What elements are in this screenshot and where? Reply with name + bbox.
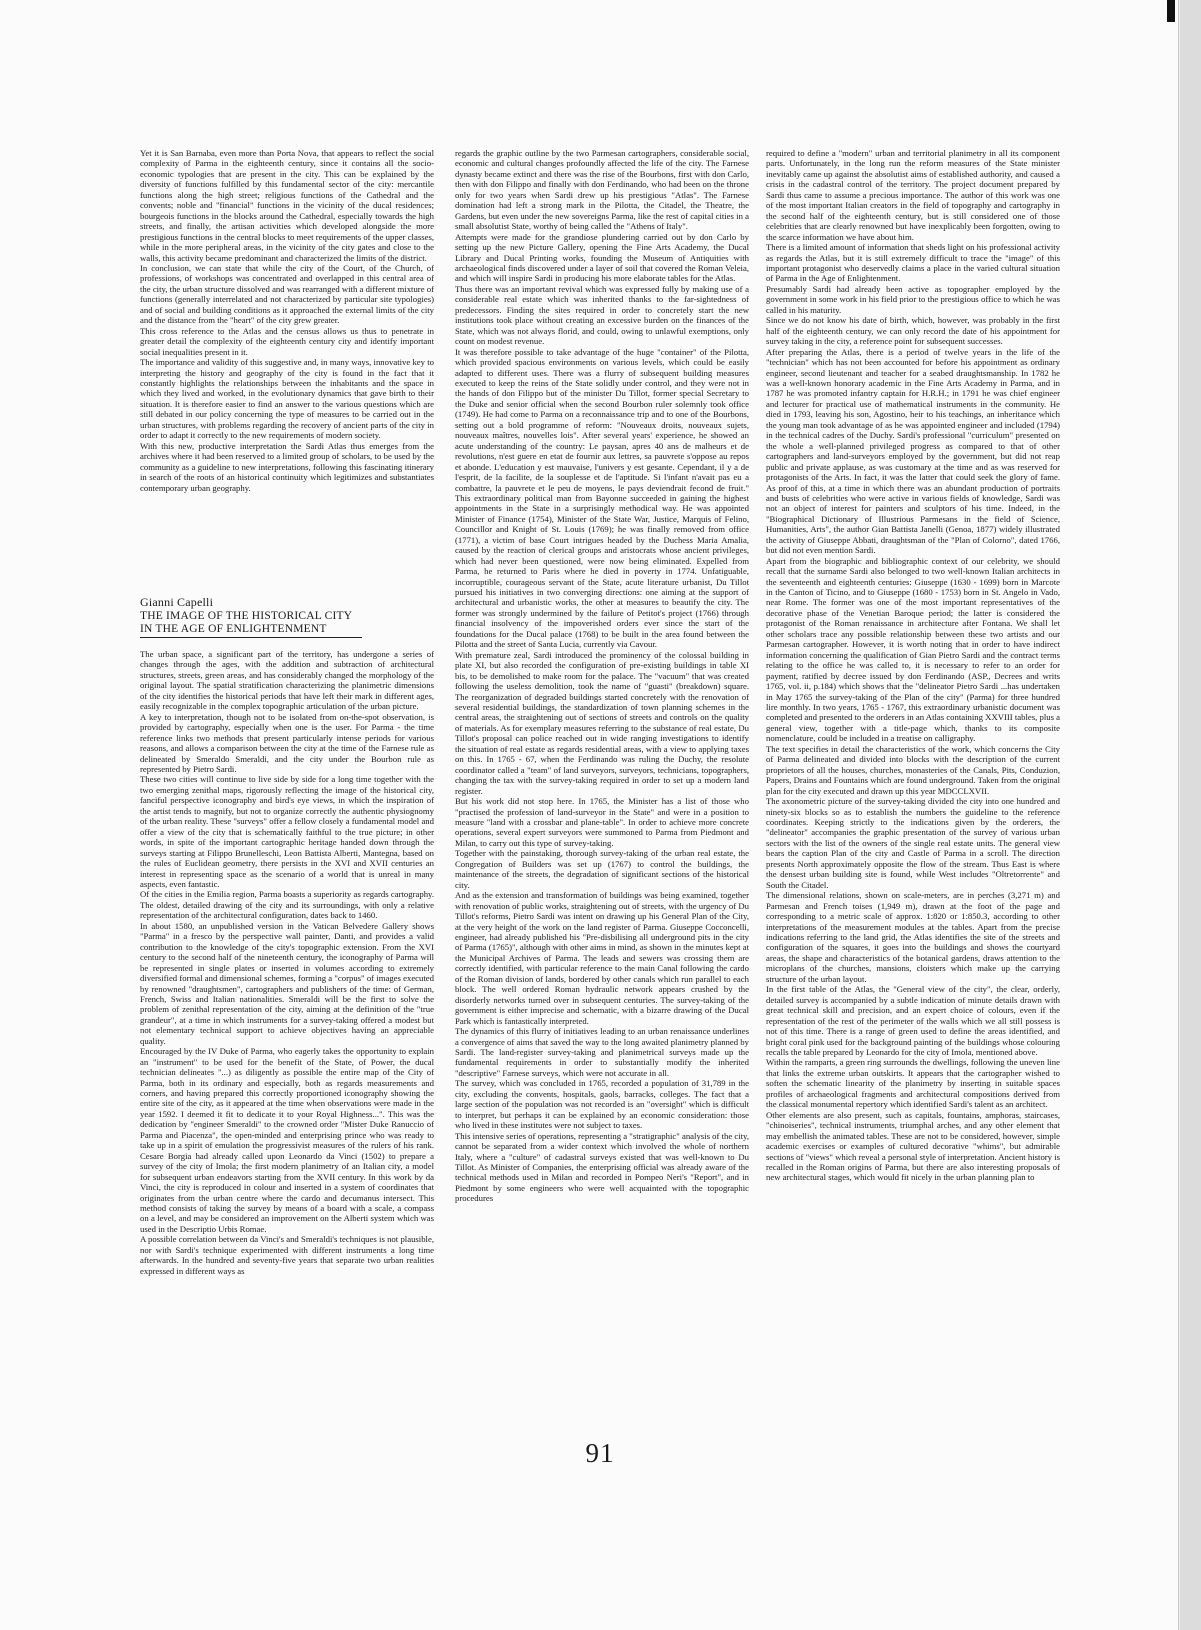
paragraph: It was therefore possible to take advantage of the huge "container" of the Pilotta, which provided spacious environments on various levels, which could be easily adapted to different uses. There was a flurry of subsequent building measures executed to keep the reins of the State solidly under control, and they were not in the hands of don Filippo but of the minister Du Tillot, former special Secretary to the Duke and senior official when the second Bourbon ruler solemnly took office (1749). He had come to Parma on a reconnaissance trip and to one of the Bourbons, setting out a bold programme of reform: "Nouveaux droits, nouveaux sujets, nouveaux maîtres, nouvelles lois". After several years' experience, he showed an acute understanding of the country: Le paysan, apres 40 ans de malheurs et de revolutions, n'est guere en etat de fournir aux lettres, sa pauvrete s'oppose au repos et abonde. L'education y est mauvaise, l'univers y est gesante. Cependant, il y a de l'esprit, de la facilite, de la souplesse et de l'aptitude. Si l'infant n'avait pas eu a combattre, la pauvrete et le peu de moyens, le pays deviendrait fecond de fruit." This extraordinary political man from Bayonne succeeded in gaining the highest appointments in the State in a surprisingly methodical way. He was appointed Minister of Finance (1754), Minister of the State War, Justice, Marquis of Felino, Councillor and Knight of St. Louis (1769); he was finally removed from office (1771), a victim of base Court intrigues headed by the Duchess Maria Amalia, caused by the reaction of clerical groups and aristocrats whose ancient privileges, which had never been questioned, were now being eliminated. Expelled from Parma, he returned to Paris where he died in poverty in 1774. Unfatiguable, incorruptible, courageous servant of the State, acute literature urbanist, Du Tillot pursued his initiatives in two converging directions: one aiming at the support of architectural and urbanistic works, the other at measures to beautify the city. The former was strongly undermined by the failure of Petitot's project (1766) through financial insolvency of the impoverished orders ever since the start of the foundations for the Ducal palace (1768) to be built in the area found between the Pilotta and the street of Santa Lucia, currently via Cavour. (455, 346, 749, 650)
text-column-left-bottom (140, 649, 434, 1389)
article-title-line-1: THE IMAGE OF THE HISTORICAL CITY (140, 610, 353, 622)
paragraph: Together with the painstaking, thorough survey-taking of the urban real estate, the Congregation of Builders was set up (1767) to control the buildings, the maintenance of the streets, the degradation of significant sections of the historical city. (455, 848, 749, 890)
text-column-right (766, 148, 1060, 1392)
paragraph: The axonometric picture of the survey-taking divided the city into one hundred and ninety-six blocks so as to establish the numbers the guideline to the reference coordinates. Keeping strictly to the indications given by the orderers, the "delineator" accompanies the graphic presentation of the survey of various urban sectors with the list of the owners of the single real estate units. The general view bears the caption Plan of the city and Castle of Parma in a scroll. The direction presents North approximately opposite the flow of the stream. Thus East is where the densest urban building site is found, while West includes "Oltretorrente" and South the Citadel. (766, 796, 1060, 890)
paragraph: The survey, which was concluded in 1765, recorded a population of 31,789 in the city, excluding the convents, hospitals, gaols, barracks, colleges. The fact that a large section of the population was not recorded is an "oversight" which is difficult to interpret, but perhaps it can be explained by an economic consideration: those who lived in these institutes were not subject to taxes. (455, 1078, 749, 1131)
paragraph: The dynamics of this flurry of initiatives leading to an urban renaissance underlines a convergence of aims that saved the way to the long awaited planimetry planned by Sardi. The land-register survey-taking and planimetrical surveys made up the fundamental requirements in order to substantially modify the inherited "descriptive" Farnese surveys, which were not accurate in all. (455, 1026, 749, 1078)
paragraph: In the first table of the Atlas, the "General view of the city", the clear, orderly, detailed survey is accompanied by a subtle indication of minute details drawn with great technical skill and precision, and an expert choice of colours, even if the representation of the rest of the perimeter of the walls which we all still possess is not of this time. There is a range of green used to define the areas identified, and bright coral pink used for the background painting of the buildings whose colouring recalls the table prepared by Leonardo for the city of Imola, mentioned above. (766, 984, 1060, 1057)
paragraph: There is a limited amount of information that sheds light on his professional activity as regards the Atlas, but it is still extremely difficult to trace the "image" of this important protagonist who deservedly claims a place in the varied cultural situation of Parma in the Age of Enlightenment. (766, 242, 1060, 284)
paragraph: A key to interpretation, though not to be isolated from on-the-spot observation, is provided by cartography, especially when one is the user. For Parma - the time reference links two methods that present particularly intense periods for various reasons, and allows a comparison between the city at the time of the Farnese rule as delineated by Smeraldo Smeraldi, and the city under the Bourbon rule as represented by Pietro Sardi. (140, 711, 434, 774)
text-column-left-top (140, 148, 434, 493)
paragraph: Encouraged by the IV Duke of Parma, who eagerly takes the opportunity to explain an "instrument" to be used for the benefit of the State, of Power, the ducal technician delineates "...) as diligently as possible the entire map of the City of Parma, both in its ordinary and especially, both as regards measurements and corners, and having prepared this correctly proportioned iconography showing the entire site of the city, as it appeared at the time when observations were made in the year 1592. I deemed it fit to dedicate it to your Royal Highness...". This was the dedication by "engineer Smeraldi" to the crowned order "Mister Duke Ranuccio of Parma and Piacenza", the open-minded and enterprising prince who was ready to take up in a spirit of emulation the progressivist measures of the rulers of his rank. Cesare Borgia had already called upon Leonardo da Vinci (1502) to prepare a survey of the city of Imola; the first modern planimetry of an Italian city, a model for subsequent urban endeavors starting from the XVII century. In this work by da Vinci, the city is reproduced in colour and inserted in a system of coordinates that originates from the urban centre where the cardo and decumanus intersect. This method consists of taking the survey by means of a board with a scale, a compass on a level, and may be considered an improvement on the Alberti system which was used in the Descriptio Urbis Romae. (140, 1046, 434, 1234)
article-title-line-2: IN THE AGE OF ENLIGHTENMENT (140, 623, 327, 635)
text-column-middle (455, 148, 749, 1392)
paragraph: required to define a "modern" urban and territorial planimetry in all its component parts. Unfortunately, in the long run the reform measures of the State minister inevitably came up against the absolutist aims of established authority, and caused a crisis in the cadastral control of the territory. The project document prepared by Sardi thus came to assume a precious importance. The author of this work was one of the most important Italian creators in the field of topography and cartography in the second half of the eighteenth century, but is still considered one of those celebrities that are clearly renowned but have inexplicably been forgotten, owing to the scarce information we have about him. (766, 148, 1060, 242)
article-heading (140, 596, 440, 638)
paragraph: This cross reference to the Atlas and the census allows us thus to penetrate in greater detail the complexity of the eighteenth century city and identify important social inequalities present in it. (140, 325, 434, 357)
paragraph: Of the cities in the Emilia region, Parma boasts a superiority as regards cartography. The oldest, detailed drawing of the city and its surroundings, with only a relative representation of the architectural configuration, dates back to 1460. (140, 889, 434, 921)
paragraph: regards the graphic outline by the two Parmesan cartographers, considerable social, economic and cultural changes profoundly affected the life of the city. The Farnese dynasty became extinct and there was the rise of the Bourbons, first with don Carlo, then with don Filippo and finally with don Ferdinando, who had been on the throne only for two years when Sardi drew up his prestigious "Atlas". The Farnese domination had left a strong mark in the Pilotta, the Citadel, the Theatre, the Gardens, but even under the new sovereigns Parma, like the rest of capital cities in a small absolutist State, worthy of being called the "Athens of Italy". (455, 148, 749, 232)
page-edge-strip (1180, 0, 1201, 1630)
paragraph: Presumably Sardi had already been active as topographer employed by the government in some work in his field prior to the prestigious office to which he was called in his maturity. (766, 283, 1060, 315)
paragraph: And as the extension and transformation of buildings was being examined, together with renovation of public works, straightening out of streets, with the urgency of Du Tillot's reforms, Pietro Sardi was intent on drawing up his General Plan of the City, at the very height of the work on the land register of Parma. Giuseppe Cocconcelli, engineer, had already published his "Pre-disbilising all underground pits in the city of Parma (1765)", although with other aims in mind, as shown in the minutes kept at the Municipal Archives of Parma. The leads and sewers was crossing them are correctly identified, with particular reference to the main Canal following the cardo of the Roman division of lands, bordered by other canals which run parallel to each block. The well ordered Roman hydraulic network appears crushed by the disorderly networks turned over in subsequent centuries. The survey-taking of the government is either imprecise and schematic, with a bizarre drawing of the Ducal Park which is fantastically interpreted. (455, 890, 749, 1026)
paragraph: After preparing the Atlas, there is a period of twelve years in the life of the "technician" which has not been accounted for before his appointment as ordinary engineer, second lieutenant and teacher for a seabed draughtsmanship. In 1782 he was a well-known honorary academic in the Fine Arts Academy in Parma, and in 1787 he was promoted infantry captain for H.R.H.; in 1791 he was chief engineer and lecturer for practical use of mathematical instruments in the community. He died in 1793, leaving his son, Agostino, heir to his teachings, an inheritance which the young man took advantage of as he was appointed engineer and included (1794) in the technical cadres of the Duchy. Sardi's professional "curriculum" presented on the whole a well-planned privileged progress as compared to that of other cartographers and land-surveyors employed by the government, but did not reap public and private applause, as was customary at the time and as was reserved for protagonists of the Arts. In fact, it was the latter that could seek the glory of fame. As proof of this, at a time in which there was an abundant production of portraits and busts of celebrities who were active in various fields of knowledge, Sardi was not an object of interest for painters and sculptors of his time. Indeed, in the "Biographical Dictionary of Illustrious Parmesans in the field of Science, Humanities, Arts", the author Gian Battista Janelli (Genoa, 1877) widely illustrated the activity of Giuseppe Abbati, draughtsman of the "Plan of Colorno", dated 1766, but did not even mention Sardi. (766, 346, 1060, 556)
paragraph: The dimensional relations, shown on scale-meters, are in perches (3,271 m) and Parmesan and French toises (1,949 m), drawn at the foot of the page and corresponding to a metric scale of approx. 1:820 or 1:850.3, according to other interpretations of the measurement modules at the tables. Apart from the precise indications referring to the land grid, the Atlas identifies the site of the streets and configuration of the squares, it goes into the buildings and shows the courtyard areas, the shape and characteristics of the botanical gardens, draws attention to the microplans of the churches, mansions, cloisters which make up the carrying structure of the urban layout. (766, 890, 1060, 984)
paragraph: In conclusion, we can state that while the city of the Court, of the Church, of professions, of workshops was concentrated and overlapped in this central area of the city, the urban structure dissolved and was rearranged with a different mixture of functions (generally interrelated and not characterized by particular site typologies) and of social and building conditions as it approached the external limits of the city and the distance from the "heart" of the city grew greater. (140, 262, 434, 326)
paragraph: With this new, productive interpretation the Sardi Atlas thus emerges from the archives where it had been reserved to a limited group of scholars, to be used by the community as a guideline to new interpretations, following this fascinating itinerary in search of the roots of an historical continuity which legitimizes and substantiates contemporary urban geography. (140, 440, 434, 493)
author-name: Gianni Capelli (140, 595, 214, 609)
paragraph: Apart from the biographic and bibliographic context of our celebrity, we should recall that the surname Sardi also belonged to two well-known Italian architects in the seventeenth and eighteenth centuries: Giuseppe (1630 - 1699) born in Marcote in the Canton of Ticino, and to Giuseppe (1680 - 1753) born in St. Angelo in Vado, near Rome. The former was one of the most important representatives of the decorative phase of the Venetian Baroque period; the latter is considered the protagonist of the Roman renaissance in architecture after Fontana. We shall let other scholars trace any possible relationship between these two artists and our Parmesan cartographer. However, it is worth noting that in order to have indirect information concerning the qualification of Gian Pietro Sardi and the contract terms relating to the office he was called to, it is necessary to refer to an order for payment, ratified by decree issued by don Ferdinando (ASP., Decrees and writs 1765, vol. ii, p.184) which shows that the "delineator Pietro Sardi ...has undertaken in May 1765 the survey-taking of the Plan of the city" (Parma) for three hundred lire monthly. In two years, 1765 - 1767, this extraordinary urbanistic document was completed and presented to the orderers in an Atlas containing XXVIII tables, plus a general view, together with a title-page which, thanks to its composite nomenclature, could be included in a treatise on calligraphy. (766, 555, 1060, 744)
paragraph: Attempts were made for the grandiose plundering carried out by don Carlo by setting up the new Picture Gallery, opening the Fine Arts Academy, the Ducal Library and Ducal Printing works, founding the Museum of Antiquities with archaeological finds discovered under a layer of soil that covered the Roman Veleia, and which will inspire Sardi in producing his more elaborate tables for the Atlas. (455, 231, 749, 284)
title-underline (140, 637, 362, 638)
paragraph: Other elements are also present, such as capitals, fountains, amphoras, staircases, "chinoiseries", technical instruments, triumphal arches, and any other element that may embellish the animated tables. These are not to be considered, however, simple academic exercises or examples of cultured decorative "whims", but admirable sections of "views" which reveal a personal style of interpretation. Ancient history is recalled in the Roman origins of Parma, but there are also interesting proposals of new architectural stages, which would fit nicely in the urban planning plan to (766, 1109, 1060, 1183)
paragraph: A possible correlation between da Vinci's and Smeraldi's techniques is not plausible, nor with Sardi's technique experimented with different instruments a long time afterwards. In the hundred and seventy-five years that separate two urban realities expressed in different ways as (140, 1234, 434, 1276)
paragraph: This intensive series of operations, representing a "stratigraphic" analysis of the city, cannot be separated from a wider context which involved the whole of northern Italy, where a "culture" of cadastral surveys existed that was well-known to Du Tillot. As Minister of Companies, the enterprising official was already aware of the technical methods used in Milan and recorded in Pompeo Neri's "Report", and in Piedmont by some engineers who were well acquainted with the topographic procedures (455, 1130, 749, 1204)
corner-mark (1167, 0, 1175, 22)
paragraph: Since we do not know his date of birth, which, however, was probably in the first half of the eighteenth century, we can only record the date of his appointment for survey taking in the city, a reference point for subsequent successes. (766, 315, 1060, 347)
paragraph: The text specifies in detail the characteristics of the work, which concerns the City of Parma delineated and divided into blocks with the description of the current proprietors of all the houses, churches, monasteries of the Canals, Pits, Conduzion, Papers, Drains and Fountains which are found underground. Taken from the original plan for the city executed and drawn up this year MDCCLXVII. (766, 743, 1060, 796)
paragraph: Thus there was an important revival which was expressed fully by making use of a considerable real estate which was inherited thanks to the far-sightedness of predecessors. Finding the sites required in order to concretely start the new institutions took place without creating an excessive burden on the finances of the State, which was not always florid, and could, owing to unlawful exemptions, only count on modest revenue. (455, 283, 749, 347)
paragraph: With premature zeal, Sardi introduced the prominency of the colossal building in plate XI, but also recorded the configuration of pre-existing buildings in table XI bis, to be demolished to make room for the palace. The "vacuum" that was created following the useless demolition, took the name of "guasti" (breakdown) square. The reorganization of degraded buildings started concretely with the renovation of several residential buildings, the standardization of town planning schemes in the central areas, the straightening out of sections of streets and controls on the quality of materials. As for exemplary measures referring to the substance of real estate, Du Tillot's proposal can police reached out in wide ranging investigations to identify the situation of real estate as regards residential areas, with a view to applying taxes on this. In 1765 - 67, when the Ferdinando was ruling the Duchy, the resolute coordinator called a "team" of land surveyors, surveyors, technicians, topographers, changing the tax with the survey-taking required in order to set up a modern land register. (455, 649, 749, 796)
paragraph: These two cities will continue to live side by side for a long time together with the two emerging zenithal maps, rigorously reflecting the image of the historical city, fanciful perspective iconography and bird's eye views, in which the inspiration of the artist tends to magnify, but not to organize correctly the authentic physiognomy of the urban reality. These "surveys" offer a fellow closely a fundamental model and offer a view of the city that is schematically faithful to the true picture; in other words, in spite of the important cartographic heritage handed down through the surveys starting at Filippo Brunelleschi, Leon Battista Alberti, Mantegna, based on the rules of Euclidean geometry, there persists in the XVI and XVII centuries an interest in representing space as the scenario of a world that is unreal in many aspects, even fantastic. (140, 774, 434, 889)
paragraph: Within the ramparts, a green ring surrounds the dwellings, following the uneven line that links the extreme urban outskirts. It appears that the cartographer wished to soften the schematic linearity of the planimetry by inserting in suitable spaces profiles of archaeological fragments and architectural compositions derived from the classical monumental repertory which identified Sardi's talent as an architect. (766, 1057, 1060, 1110)
paragraph: But his work did not stop here. In 1765, the Minister has a list of those who "practised the profession of land-surveyor in the State" and were in a position to measure "land with a crossbar and plane-table". In order to achieve more concrete operations, several expert surveyors were summoned to Parma from Piedmont and Milan, to carry out this type of survey-taking. (455, 796, 749, 848)
paragraph: The importance and validity of this suggestive and, in many ways, innovative key to interpreting the history and geography of the city is found in the fact that it constantly highlights the relationships between the inhabitants and the space in which they lived and worked, in the evolutionary dynamics that gave birth to their situation. It is therefore easier to find an answer to the various questions which are still debated in our policy concerning the type of measures to be carried out in the urban structures, with problems regarding the recovery of ancient parts of the city in order to adapt it correctly to the new requirements of modern society. (140, 357, 434, 441)
page-number: 91 (585, 1438, 615, 1468)
paragraph: In about 1580, an unpublished version in the Vatican Belvedere Gallery shows "Parma" in a fresco by the perspective wall painter, Danti, and provides a valid contribution to the knowledge of the city's topographic extension. From the XVI century to the second half of the nineteenth century, the iconography of Parma will be represented in single plates or inserted in volumes according to extremely diversified formal and dimensional schemes, forming a "corpus" of images executed by renowned "draughtsmen", cartographers and publishers of the time: of German, French, Swiss and Italian nationalities. Smeraldi will be the first to solve the problem of zenithal representation of the city, aiming at the definition of the "true grandeur", at a time in which instruments for a survey-taking offered a modest but not elementary technical support to achieve objectives having an appreciable quality. (140, 920, 434, 1046)
paragraph: The urban space, a significant part of the territory, has undergone a series of changes through the ages, with the addition and subtraction of architectural structures, streets, green areas, and has considerably changed the morphology of the original layout. The spatial stratification characterizing the planimetric dimensions of the city identifies the historical periods that have left their mark in different ages, easily recognizable in the complex topographic articulation of the urban picture. (140, 649, 434, 712)
paragraph: Yet it is San Barnaba, even more than Porta Nova, that appears to reflect the social complexity of Parma in the eighteenth century, since it contains all the socio-economic typologies that are present in the city. This can be explained by the diversity of functions fulfilled by this fundamental sector of the city: mercantile functions along the high street; religious functions of the Cathedral and the convents; noble and "financial" functions in the vicinity of the ducal residences; bourgeois functions in the blocks around the Cathedral, especially towards the high streets, and finally, the artisan activities which developed alongside the more prestigious functions in the central blocks to meet requirements of the upper classes, while in the more peripheral areas, in the vicinity of the city gates and close to the walls, this activity became predominant and characterized the limits of the district. (140, 148, 434, 263)
